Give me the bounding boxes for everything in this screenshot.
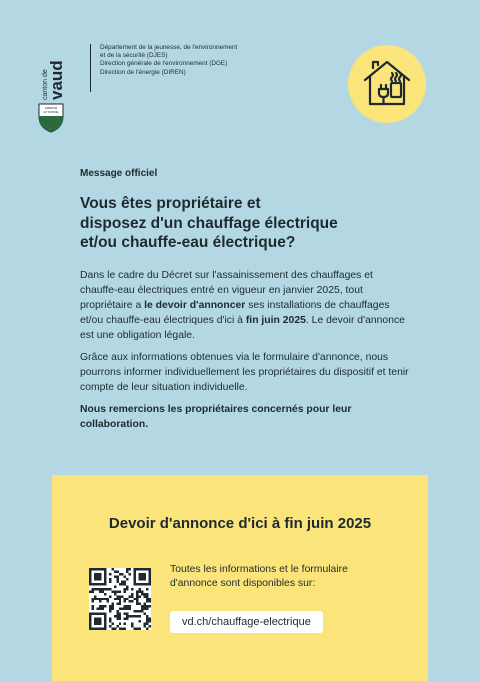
intro-text: Dans le cadre du Décret sur l'assainissement des chauffages et chauffe-eau électriques entré en vigueur en janvier 2025, tout propriétaire a xyxy=(80,270,373,311)
qr-code[interactable] xyxy=(89,568,151,630)
department-block xyxy=(100,44,237,77)
panel-title: Devoir d'annonce d'ici à fin juin 2025 xyxy=(108,515,372,532)
seal-text-2: ET PATRIE xyxy=(43,110,59,114)
deadline-panel xyxy=(52,475,428,681)
page-title xyxy=(80,194,410,253)
title-line: et/ou chauffe-eau électrique? xyxy=(80,234,296,251)
header-divider xyxy=(90,44,91,92)
house-electric-icon xyxy=(361,56,413,108)
department-line: et de la sécurité (DJES) xyxy=(100,52,168,60)
house-icon-circle xyxy=(348,45,426,123)
thanks-paragraph: Nous remercions les propriétaires concernés pour leur collaboration. xyxy=(80,404,352,430)
title-line: disposez d'un chauffage électrique xyxy=(80,214,338,232)
canton-vaud-logo xyxy=(38,42,64,132)
intro-paragraph xyxy=(80,268,410,343)
intro-text: ses installations de chauffages et/ou chauffe-eau électriques d'ici à xyxy=(80,300,390,326)
info-paragraph: Grâce aux informations obtenues via le formulaire d'annonce, nous pourrons informer individuellement les propriétaires du dispositif et tenir compte de leur situation individuelle. xyxy=(80,352,409,393)
intro-text: . Le devoir d'annonce est une obligation légale. xyxy=(80,315,405,341)
logo-canton-text: canton de xyxy=(42,69,49,100)
title-line: Vous êtes propriétaire et xyxy=(80,195,261,212)
department-line: Direction générale de l'environnement (DGE) xyxy=(100,60,228,68)
panel-info-text: Toutes les informations et le formulaire d'annonce sont disponibles sur: xyxy=(170,564,348,589)
seal-text-1: LIBERTÉ xyxy=(44,106,58,110)
website-link[interactable]: vd.ch/chauffage-electrique xyxy=(170,611,323,633)
intro-bold-duty: le devoir d'annoncer xyxy=(144,300,246,311)
logo-vaud-text: vaud xyxy=(47,60,66,100)
official-message-label: Message officiel xyxy=(80,168,158,179)
department-line: Département de la jeunesse, de l'environnement xyxy=(100,44,238,51)
department-line: Direction de l'énergie (DIREN) xyxy=(100,68,186,76)
intro-bold-deadline: fin juin 2025 xyxy=(245,315,306,326)
